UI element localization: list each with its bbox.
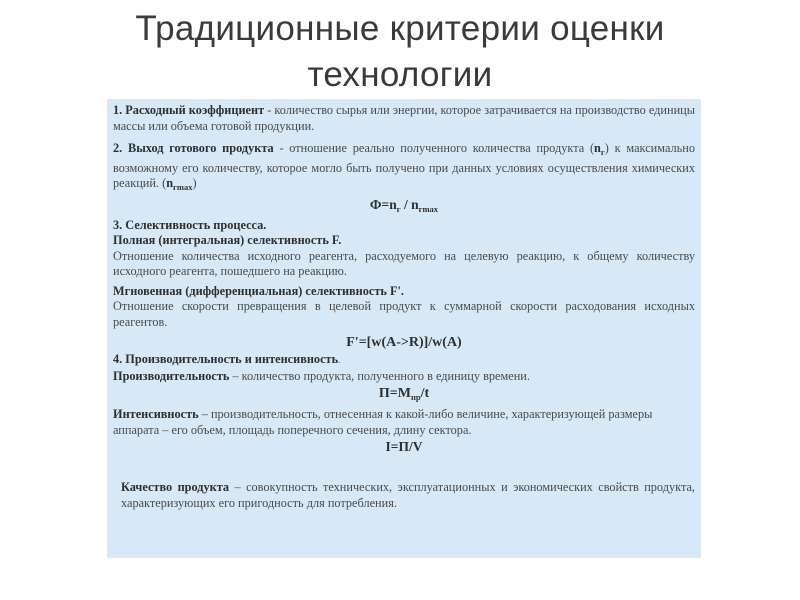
instant-selectivity-text: Отношение скорости превращения в целевой продукт к суммарной скорости расходования исходных реагентов.	[113, 299, 695, 329]
selectivity-formula: F'=[w(A->R)]/w(A)	[346, 335, 462, 350]
slide-title	[0, 6, 800, 98]
spacer	[113, 456, 695, 480]
item-1-text: - количество сырья или энергии, которое затрачивается на производство единицы массы или объема готовой продукции.	[113, 103, 696, 133]
item-2-product-yield	[113, 141, 695, 196]
productivity-formula-sub: пр	[410, 392, 421, 402]
item-4-label: 4. Производительность и интенсивность	[113, 352, 339, 366]
quality-label: Качество продукта	[121, 480, 230, 494]
slide-title-line-1: Традиционные критерии оценки	[135, 9, 665, 48]
item-2-nmax-symbol: n	[166, 176, 174, 190]
productivity-definition	[113, 369, 695, 385]
item-2-text-before: - отношение реально полученного количества продукта (	[273, 141, 595, 155]
yield-formula-mid: / n	[400, 196, 419, 212]
productivity-formula-left: П=М	[378, 386, 411, 401]
criteria-panel	[107, 99, 701, 558]
intensity-text: – производительность, отнесенная к какой-либо величине, характеризующей размеры аппарата – его объем, площадь поперечного сечения, длину сектора.	[113, 407, 653, 437]
item-2-text-middle: ) к максимально возможному его количеству, которое могло быть получено при данных условиях осуществления химических реакций. (	[113, 141, 695, 190]
product-quality	[113, 480, 695, 511]
yield-formula	[113, 196, 695, 218]
item-4-heading	[113, 352, 695, 369]
item-2-nmax-subscript: гmax	[173, 182, 193, 192]
item-3-label: 3. Селективность процесса.	[113, 217, 267, 232]
intensity-formula: I=П/V	[385, 439, 423, 454]
full-selectivity-label: Полная (интегральная) селективность F.	[113, 233, 342, 247]
instant-selectivity-label: Мгновенная (дифференциальная) селективность F'.	[113, 283, 404, 298]
item-4-label-tail: .	[338, 356, 341, 365]
intensity-label: Интенсивность	[113, 407, 199, 421]
intensity-definition	[113, 407, 695, 438]
productivity-label: Производительность	[113, 368, 230, 383]
productivity-formula-right: /t	[420, 386, 430, 401]
item-1-expense-coefficient	[113, 103, 695, 134]
item-2-n-symbol: n	[594, 141, 601, 155]
item-1-label: 1. Расходный коэффициент	[113, 103, 265, 117]
quality-text: – совокупность технических, эксплуатационных и экономических свойств продукта, характеризующих его пригодность для потребления.	[121, 480, 695, 510]
item-2-label: 2. Выход готового продукта	[113, 141, 274, 155]
yield-formula-left: Ф=n	[369, 196, 397, 212]
slide-title-line-2: технологии	[307, 55, 493, 94]
item-2-n-subscript: г	[600, 147, 605, 157]
productivity-text: – количество продукта, полученного в единицу времени.	[229, 368, 530, 383]
item-2-text-after: )	[192, 176, 197, 190]
yield-formula-sub-2: гmax	[418, 203, 439, 214]
productivity-formula	[113, 384, 695, 407]
yield-formula-sub-1: г	[396, 203, 401, 214]
full-selectivity-text: Отношение количества исходного реагента, расходуемого на целевую реакцию, к общему количеству исходного реагента, пошедшего на реакцию.	[113, 248, 695, 278]
